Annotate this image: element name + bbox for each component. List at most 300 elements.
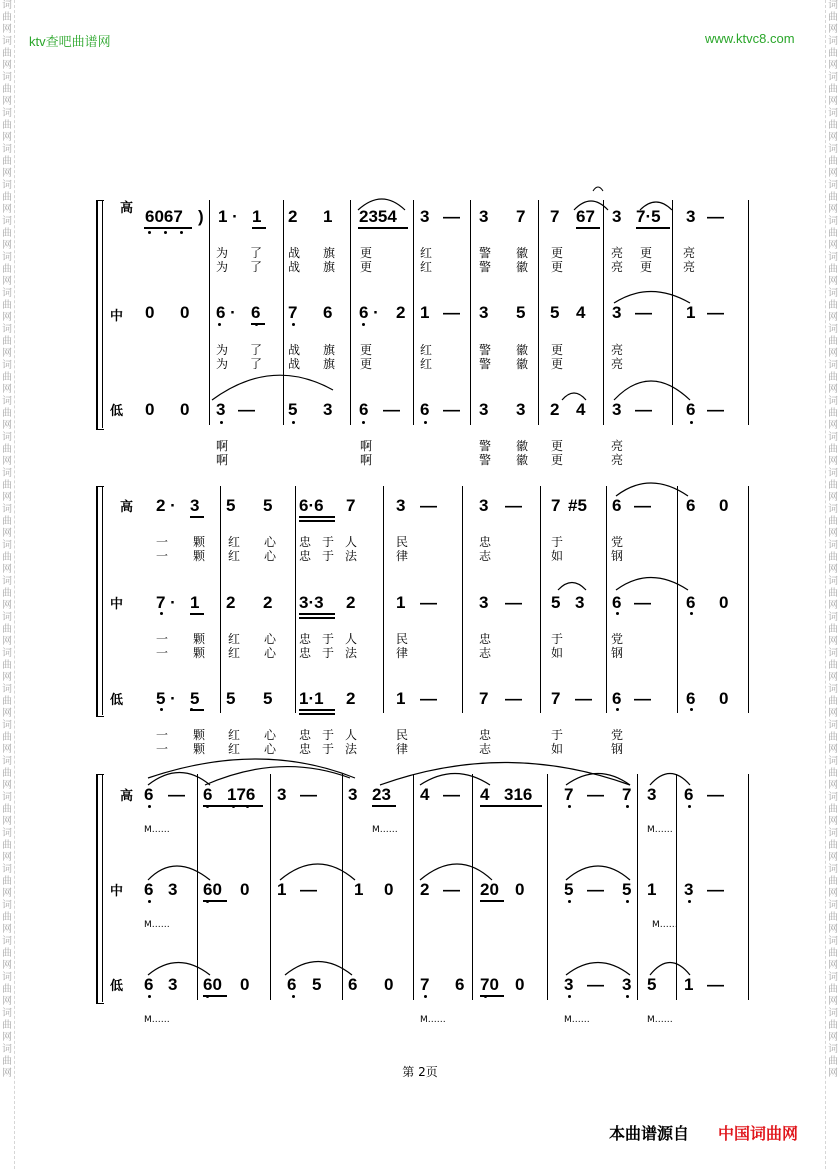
lyric-char: 警 [479,246,492,260]
note: 3 [396,496,406,515]
lyric-char: 为 [216,246,229,260]
note: 0 [384,880,394,899]
note: 5 [263,689,273,708]
lyric-char: 一 [156,535,169,549]
lyric-char: 了 [250,246,263,260]
note: — [505,496,522,515]
note: 0 [240,975,250,994]
lyric-char: 警 [479,357,492,371]
note: 0 [180,303,190,322]
note: — [707,880,724,899]
note: — [634,593,651,612]
lyric-char: 心 [264,646,277,660]
lyric-char: 红 [420,343,433,357]
note: 2354 [359,207,397,226]
note: 5 [622,880,632,899]
note: — [707,207,724,226]
lyric-char: 律 [396,646,409,660]
note: 2 [346,689,356,708]
note: 0 [145,303,155,322]
slur [566,866,630,880]
note: 6 [144,975,154,994]
lyric-char: 徽 [516,453,529,467]
lyric-char: 旗 [323,343,336,357]
lyric-char: 更 [640,246,653,260]
lyric-char: 颗 [193,535,206,549]
note: 2 [226,593,236,612]
lyric-char: 颗 [193,742,206,756]
lyric-char: 于 [322,535,335,549]
note: 3 [479,207,489,226]
note: 20 [480,880,499,899]
note: — [587,975,604,994]
slur [148,759,355,778]
note: 3 [420,207,430,226]
note: — [634,496,651,515]
lyric-char: 颗 [193,549,206,563]
note: — [300,785,317,804]
slur [614,292,690,304]
note: 1·1 [299,689,324,708]
lyric-char: 更 [551,357,564,371]
note: 3 [622,975,632,994]
header-site-url[interactable]: www.ktvc8.com [705,31,795,46]
note: — [635,400,652,419]
lyric-char: 于 [551,535,564,549]
note: 1 [686,303,696,322]
note: 2 [396,303,406,322]
hum-marking: M…… [144,1015,170,1025]
slur [420,774,490,786]
lyric-char: 了 [250,343,263,357]
note: 3 [168,975,178,994]
note: 6 [455,975,465,994]
lyric-char: 战 [288,343,301,357]
note: 5 [551,593,561,612]
lyric-char: 红 [228,535,241,549]
note: 4 [420,785,430,804]
lyric-char: 于 [322,646,335,660]
hum-marking: M…… [372,825,398,835]
lyric-char: 律 [396,742,409,756]
note: 2 [263,593,273,612]
note: 316 [504,785,533,804]
note: 7 [622,785,632,804]
lyric-char: 如 [551,646,564,660]
page-number: 第 2页 [402,1065,438,1079]
note: 7 [346,496,356,515]
note: #5 [568,496,587,515]
lyric-char: 法 [345,549,358,563]
note: — [420,593,437,612]
lyric-char: 更 [360,246,373,260]
note: 0 [515,880,525,899]
lyric-char: 心 [264,742,277,756]
note: 60 [203,975,222,994]
note: 3 [612,400,622,419]
lyric-char: 更 [360,260,373,274]
lyric-char: 一 [156,728,169,742]
note: 0 [719,689,729,708]
voice-label-mid: 中 [110,309,124,324]
lyric-char: 于 [322,728,335,742]
note: 1 [396,689,406,708]
lyric-char: 更 [551,453,564,467]
note: 2 · [156,496,176,515]
note: 6 · [359,303,379,322]
lyric-char: 忠 [299,646,312,660]
hum-marking: M…… [144,920,170,930]
note: 3·3 [299,593,324,612]
lyric-char: 亮 [611,357,624,371]
note: 3 [612,303,622,322]
note: — [443,207,460,226]
lyric-char: 亮 [611,439,624,453]
lyric-char: 人 [345,632,358,646]
lyric-char: 钢 [611,646,624,660]
fermata-mark [593,187,603,191]
lyric-char: 亮 [611,453,624,467]
lyric-char: 红 [420,357,433,371]
note: 6 [144,880,154,899]
lyric-char: 亮 [683,260,696,274]
lyric-char: 亮 [611,260,624,274]
lyric-char: 忠 [479,632,492,646]
note: — [707,303,724,322]
lyric-char: 忠 [299,535,312,549]
voice-label-mid: 中 [110,884,124,899]
note: 0 [515,975,525,994]
voice-label-low: 低 [110,404,124,419]
note: 60 [203,880,222,899]
lyric-char: 了 [250,357,263,371]
slur [566,963,630,976]
lyric-char: 徽 [516,246,529,260]
lyric-char: 啊 [216,439,229,453]
note: — [707,400,724,419]
lyric-char: 法 [345,646,358,660]
lyric-char: 党 [611,632,624,646]
lyric-char: 战 [288,357,301,371]
note: — [383,400,400,419]
lyric-char: 颗 [193,632,206,646]
note: 3 [612,207,622,226]
slur [650,963,690,976]
note: 0 [719,593,729,612]
lyric-char: 于 [551,632,564,646]
lyric-char: 徽 [516,260,529,274]
note: 2 [346,593,356,612]
voice-label-high: 高 [120,201,134,216]
note: 7·5 [636,207,661,226]
note: — [634,689,651,708]
note: 5 [564,880,574,899]
lyric-char: 心 [264,632,277,646]
lyric-char: 忠 [299,549,312,563]
lyric-char: 更 [640,260,653,274]
note: 4 [480,785,490,804]
note: 3 [684,880,694,899]
lyric-char: 红 [228,646,241,660]
note: 5 [647,975,657,994]
lyric-char: 旗 [323,260,336,274]
note: 5 [190,689,200,708]
note: 0 [180,400,190,419]
slur [420,864,492,880]
lyric-char: 更 [360,357,373,371]
note: 6 [612,593,622,612]
lyric-char: 忠 [479,728,492,742]
lyric-char: 为 [216,343,229,357]
note: 6 [144,785,154,804]
note: 6 [348,975,358,994]
note: 7 [420,975,430,994]
note: 7 [564,785,574,804]
lyric-char: 更 [551,439,564,453]
note: 5 [550,303,560,322]
note: 6·6 [299,496,324,515]
note: 4 [576,400,586,419]
note: — [238,400,255,419]
lyric-char: 啊 [216,453,229,467]
note: 2 [550,400,560,419]
note: 1 [252,207,262,226]
note: 6 [323,303,333,322]
note: 7 [551,496,561,515]
lyric-char: 忠 [299,742,312,756]
note: 2 [288,207,298,226]
lyric-char: 忠 [479,535,492,549]
note: 7 [479,689,489,708]
lyric-char: 律 [396,549,409,563]
note: 3 [479,400,489,419]
lyric-char: 亮 [611,246,624,260]
lyric-char: 如 [551,549,564,563]
lyric-char: 一 [156,549,169,563]
lyric-char: 更 [360,343,373,357]
note: 1 [190,593,200,612]
note: 5 · [156,689,176,708]
lyric-char: 为 [216,357,229,371]
lyric-char: 更 [551,246,564,260]
header-site-name[interactable]: ktv查吧曲谱网 [29,34,111,49]
note: 3 [348,785,358,804]
slur [614,381,690,400]
hum-marking: M…… [652,920,678,930]
lyric-char: 人 [345,535,358,549]
note: 0 [719,496,729,515]
note: 6 [686,496,696,515]
note: 6 [203,785,213,804]
note: 6 [684,785,694,804]
lyric-char: 红 [228,632,241,646]
slur [285,962,352,976]
lyric-char: 钢 [611,549,624,563]
slur [650,774,690,786]
note: — [420,689,437,708]
note: 6 [612,496,622,515]
lyric-char: 忠 [299,632,312,646]
note: 7 [288,303,298,322]
lyric-char: 红 [228,549,241,563]
lyric-char: 警 [479,453,492,467]
footer-source-label: 本曲谱源自 [609,1124,690,1143]
note: — [587,880,604,899]
note: 1 [277,880,287,899]
note: 1 · [218,207,238,226]
slur [574,201,608,210]
lyric-char: 警 [479,260,492,274]
note: 6 [420,400,430,419]
lyric-char: 一 [156,742,169,756]
lyric-char: 钢 [611,742,624,756]
lyric-char: 法 [345,742,358,756]
note: 6 [359,400,369,419]
note: 23 [372,785,391,804]
note: 5 [312,975,322,994]
note: 7 · [156,593,176,612]
note: 6 [612,689,622,708]
note: 3 [323,400,333,419]
hum-marking: M…… [647,1015,673,1025]
lyric-char: 警 [479,343,492,357]
lyric-char: 战 [288,260,301,274]
lyric-char: 旗 [323,357,336,371]
note: 1 [647,880,657,899]
lyric-char: 人 [345,728,358,742]
slur [616,578,688,591]
slur [212,375,333,400]
slur [148,963,210,976]
note: 5 [263,496,273,515]
note: — [443,880,460,899]
note: 1 [354,880,364,899]
lyric-char: 更 [551,260,564,274]
lyric-char: 为 [216,260,229,274]
lyric-char: 心 [264,549,277,563]
lyric-char: 一 [156,646,169,660]
lyric-char: 红 [228,742,241,756]
note: — [443,400,460,419]
lyric-char: 民 [396,728,409,742]
note: 3 [575,593,585,612]
note: 3 [564,975,574,994]
lyric-char: 徽 [516,357,529,371]
lyric-char: 颗 [193,728,206,742]
note: 6 [251,303,261,322]
note: 3 [168,880,178,899]
note: 6 [686,400,696,419]
lyric-char: 红 [420,246,433,260]
note: — [420,496,437,515]
lyric-char: 党 [611,535,624,549]
note: 1 [323,207,333,226]
lyric-char: 了 [250,260,263,274]
slur [640,202,672,210]
note: ) [198,207,204,226]
slur [616,483,688,496]
hum-marking: M…… [420,1015,446,1025]
note: — [505,593,522,612]
note: — [443,785,460,804]
note: 1 [420,303,430,322]
note: 3 [190,496,200,515]
note: 3 [216,400,226,419]
hum-marking: M…… [647,825,673,835]
note: 3 [479,496,489,515]
slur [562,393,586,400]
note: — [168,785,185,804]
lyric-char: 更 [551,343,564,357]
note: — [300,880,317,899]
lyric-char: 忠 [299,728,312,742]
note: 6 [686,593,696,612]
note: 3 [686,207,696,226]
note: 7 [550,207,560,226]
lyric-char: 于 [322,632,335,646]
lyric-char: 旗 [323,246,336,260]
slur [558,583,586,591]
lyric-char: 于 [551,728,564,742]
note: 0 [145,400,155,419]
note: 176 [227,785,256,804]
note: 1 [396,593,406,612]
note: 5 [288,400,298,419]
right-watermark-strip: 词曲网词曲网词曲网词曲网词曲网词曲网词曲网词曲网词曲网词曲网词曲网词曲网词曲网词曲网词曲网词曲网词曲网词曲网词曲网词曲网词曲网词曲网词曲网词曲网词曲网词曲网词曲网词曲网词曲网词曲网 [825,0,840,1169]
left-watermark-strip: 词曲网词曲网词曲网词曲网词曲网词曲网词曲网词曲网词曲网词曲网词曲网词曲网词曲网词曲网词曲网词曲网词曲网词曲网词曲网词曲网词曲网词曲网词曲网词曲网词曲网词曲网词曲网词曲网词曲网词曲网 [0,0,15,1169]
note: — [587,785,604,804]
note: 7 [516,207,526,226]
footer-site-link[interactable]: 中国词曲网 [718,1124,799,1143]
lyric-char: 徽 [516,343,529,357]
note: 3 [647,785,657,804]
lyric-char: 红 [228,728,241,742]
lyric-char: 啊 [360,453,373,467]
lyric-char: 徽 [516,439,529,453]
note: 2 [420,880,430,899]
note: 3 [479,593,489,612]
lyric-char: 志 [479,549,492,563]
note: — [505,689,522,708]
lyric-char: 心 [264,535,277,549]
note: 5 [226,689,236,708]
slur [358,199,405,210]
note: 3 [479,303,489,322]
lyric-char: 如 [551,742,564,756]
note: — [707,975,724,994]
note: 70 [480,975,499,994]
slur [280,864,355,880]
voice-label-low: 低 [110,979,124,994]
note: 5 [226,496,236,515]
voice-label-mid: 中 [110,597,124,612]
lyric-char: 亮 [683,246,696,260]
hum-marking: M…… [564,1015,590,1025]
lyric-char: 红 [420,260,433,274]
note: 5 [516,303,526,322]
lyric-char: 战 [288,246,301,260]
note: 3 [277,785,287,804]
slur [148,866,210,880]
lyric-char: 民 [396,535,409,549]
note: — [707,785,724,804]
lyric-char: 啊 [360,439,373,453]
lyric-char: 志 [479,646,492,660]
voice-label-high: 高 [120,500,134,515]
voice-label-high: 高 [120,789,134,804]
lyric-char: 亮 [611,343,624,357]
note: 0 [240,880,250,899]
